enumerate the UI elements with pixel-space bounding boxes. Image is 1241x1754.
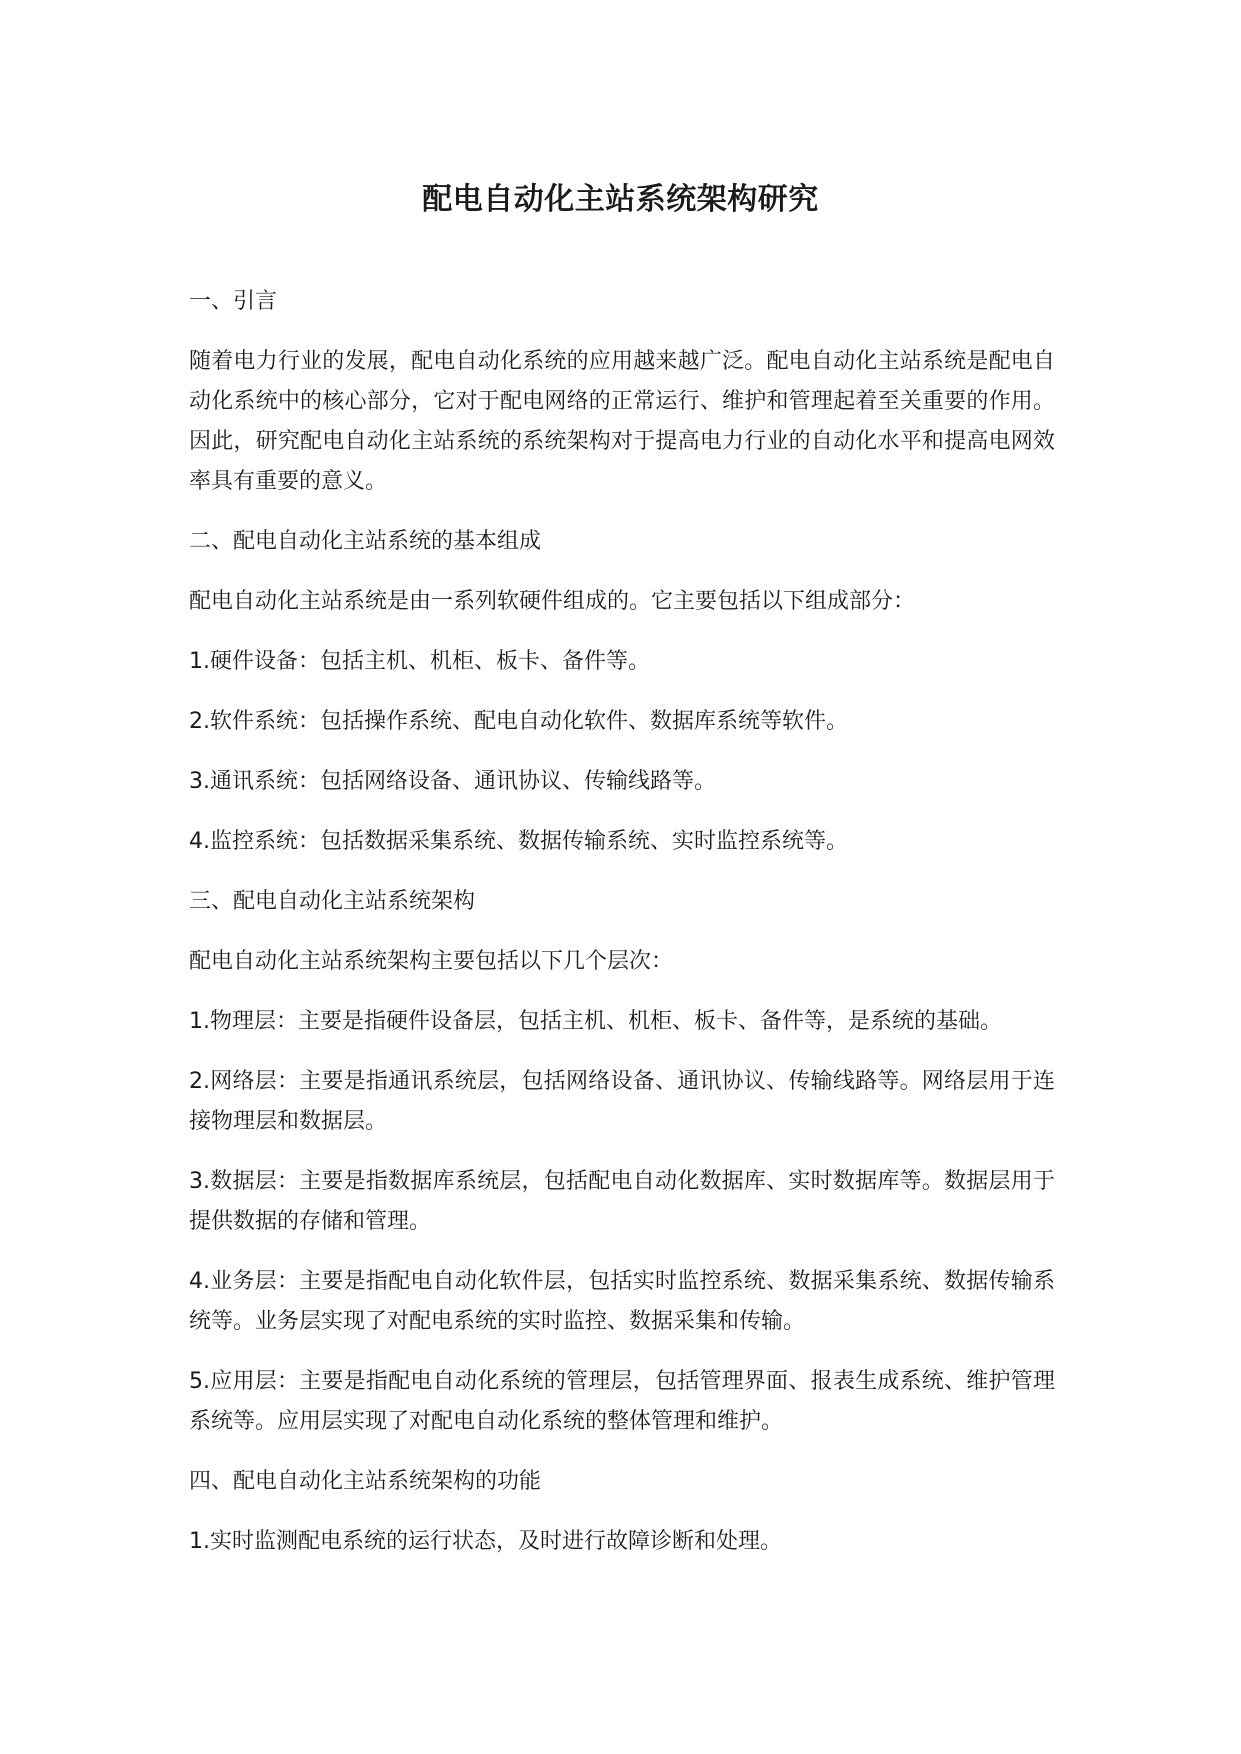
paragraph-intro: 随着电力行业的发展，配电自动化系统的应用越来越广泛。配电自动化主站系统是配电自动化系统中的核心部分，它对于配电网络的正常运行、维护和管理起着至关重要的作用。因此，研究配电自动化主站系统的系统架构对于提高电力行业的自动化水平和提高电网效率具有重要的意义。 (189, 349, 1055, 494)
list-item-application-layer: 5.应用层：主要是指配电自动化系统的管理层，包括管理界面、报表生成系统、维护管理系统等。应用层实现了对配电自动化系统的整体管理和维护。 (189, 1369, 1055, 1434)
document-title: 配电自动化主站系统架构研究 (422, 182, 819, 217)
list-item-business-layer: 4.业务层：主要是指配电自动化软件层，包括实时监控系统、数据采集系统、数据传输系统等。业务层实现了对配电系统的实时监控、数据采集和传输。 (189, 1269, 1055, 1334)
list-item-data-layer: 3.数据层：主要是指数据库系统层，包括配电自动化数据库、实时数据库等。数据层用于提供数据的存储和管理。 (189, 1169, 1055, 1234)
paragraph-architecture-lead: 配电自动化主站系统架构主要包括以下几个层次： (189, 949, 674, 974)
document-body (189, 282, 1055, 1582)
list-item-physical-layer: 1.物理层：主要是指硬件设备层，包括主机、机柜、板卡、备件等，是系统的基础。 (189, 1009, 1002, 1034)
list-item-hardware: 1.硬件设备：包括主机、机柜、板卡、备件等。 (189, 649, 650, 674)
list-item-network-layer: 2.网络层：主要是指通讯系统层，包括网络设备、通讯协议、传输线路等。网络层用于连接物理层和数据层。 (189, 1069, 1055, 1134)
section-heading-intro: 一、引言 (189, 289, 278, 314)
section-heading-architecture: 三、配电自动化主站系统架构 (189, 889, 476, 914)
section-heading-composition: 二、配电自动化主站系统的基本组成 (189, 529, 542, 554)
list-item-monitoring: 4.监控系统：包括数据采集系统、数据传输系统、实时监控系统等。 (189, 829, 848, 854)
list-item-communication: 3.通讯系统：包括网络设备、通讯协议、传输线路等。 (189, 769, 716, 794)
list-item-realtime-monitoring: 1.实时监测配电系统的运行状态，及时进行故障诊断和处理。 (189, 1529, 782, 1554)
paragraph-composition-lead: 配电自动化主站系统是由一系列软硬件组成的。它主要包括以下组成部分： (189, 589, 916, 614)
list-item-software: 2.软件系统：包括操作系统、配电自动化软件、数据库系统等软件。 (189, 709, 848, 734)
section-heading-functions: 四、配电自动化主站系统架构的功能 (189, 1469, 542, 1494)
